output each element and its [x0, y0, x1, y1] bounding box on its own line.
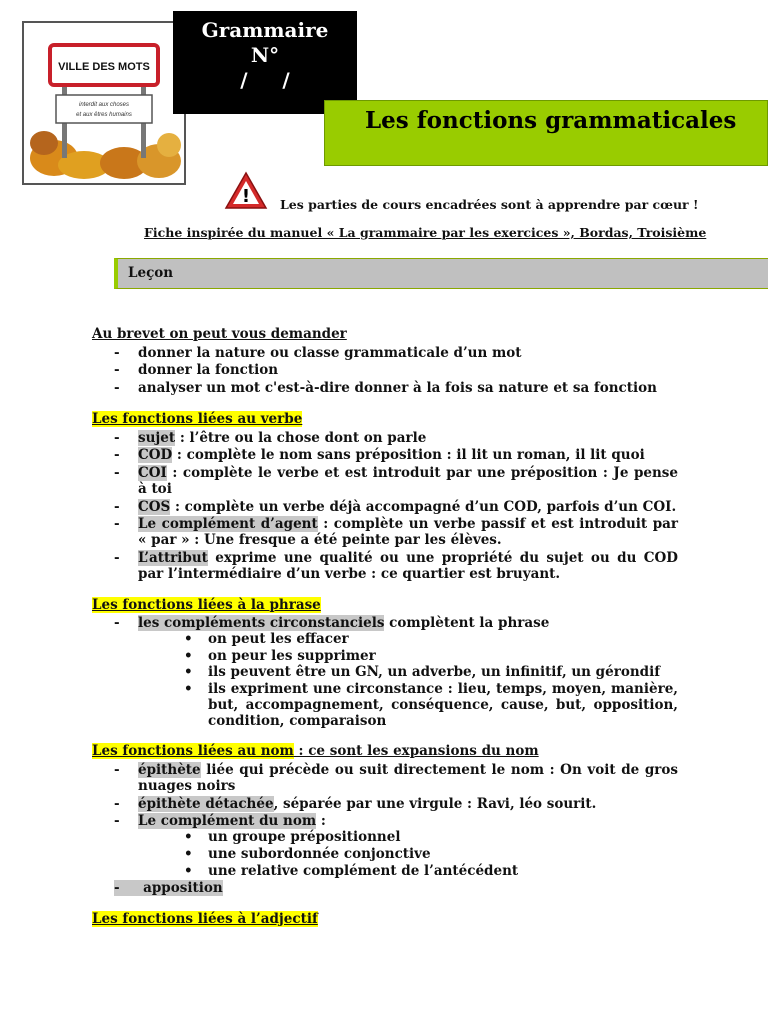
verbe-heading: Les fonctions liées au verbe [92, 411, 303, 427]
term: sujet [138, 430, 176, 446]
bullet-marker: • [184, 648, 193, 664]
bullet-marker: • [184, 829, 193, 845]
bullet-marker: • [184, 631, 193, 647]
term: L’attribut [138, 550, 208, 566]
phrase-bullet: ils expriment une circonstance : lieu, temps, moyen, manière, but, accompagnement, conséquence, cause, but, opposition, condition, comparaison [208, 681, 678, 729]
page-title: Les fonctions grammaticales [365, 107, 737, 134]
phrase-bullet: ils peuvent être un GN, un adverbe, un infinitif, un gérondif [208, 664, 661, 680]
grammar-number-box [173, 11, 357, 114]
verbe-item: COI : complète le verbe et est introduit par une préposition : Je pense à toi [138, 465, 678, 497]
phrase-bullet: on peut les effacer [208, 631, 349, 647]
source-reference: Fiche inspirée du manuel « La grammaire par les exercices », Bordas, Troisième [144, 225, 707, 240]
verbe-item: COS : complète un verbe déjà accompagné d’un COD, parfois d’un COI. [138, 499, 677, 515]
dash-marker: - [114, 762, 120, 778]
bullet-marker: • [184, 863, 193, 879]
verbe-item: sujet : l’être ou la chose dont on parle [138, 430, 427, 446]
dash-marker: - [114, 430, 120, 446]
term: épithète détachée [138, 796, 274, 812]
notice-text: Les parties de cours encadrées sont à apprendre par cœur ! [280, 197, 699, 212]
date-field: / / [240, 68, 290, 92]
term: COD [138, 447, 173, 463]
ville-des-mots-logo [22, 21, 186, 185]
dash-marker: - [114, 345, 120, 361]
number-label: N° [250, 43, 280, 67]
bullet-marker: • [184, 664, 193, 680]
dash-marker: - [114, 380, 120, 396]
warning-mark: ! [241, 186, 251, 207]
bullet-marker: • [184, 846, 193, 862]
title-banner [324, 100, 768, 166]
logo-sign-text: VILLE DES MOTS [58, 61, 150, 73]
nom-item: épithète liée qui précède ou suit directement le nom : On voit de gros nuages noirs [138, 762, 678, 794]
phrase-heading: Les fonctions liées à la phrase [92, 597, 321, 613]
adjectif-heading: Les fonctions liées à l’adjectif [92, 911, 318, 927]
brevet-item: donner la nature ou classe grammaticale d’un mot [138, 345, 522, 361]
dash-marker: - [114, 465, 120, 481]
brevet-item: donner la fonction [138, 362, 279, 378]
nom-heading: Les fonctions liées au nom : ce sont les expansions du nom [92, 743, 539, 759]
dash-marker: - [114, 880, 120, 896]
verbe-item: COD : complète le nom sans préposition : il lit un roman, il lit quoi [138, 447, 645, 463]
cdn-bullet: un groupe prépositionnel [208, 829, 401, 845]
phrase-item: les compléments circonstanciels complètent la phrase [138, 615, 550, 631]
logo-sub-line2: et aux êtres humains [76, 112, 132, 118]
dash-marker: - [114, 550, 120, 566]
term: les compléments circonstanciels [138, 615, 385, 631]
nom-item: Le complément du nom : [138, 813, 326, 829]
nom-item: épithète détachée, séparée par une virgule : Ravi, léo sourit. [138, 796, 597, 812]
lesson-bar [114, 258, 768, 289]
warning-icon [224, 171, 268, 211]
dash-marker: - [114, 447, 120, 463]
verbe-item: Le complément d’agent : complète un verbe passif et est introduit par « par » : Une fresque a été peinte par les élèves. [138, 516, 678, 548]
grammar-label: Grammaire [201, 18, 329, 42]
verbe-item: L’attribut exprime une qualité ou une propriété du sujet ou du COD par l’intermédiaire d’un verbe : ce quartier est bruyant. [138, 550, 678, 582]
term: COI [138, 465, 167, 481]
term: COS [138, 499, 171, 515]
brevet-item: analyser un mot c'est-à-dire donner à la fois sa nature et sa fonction [138, 380, 657, 396]
term: épithète [138, 762, 201, 778]
term: Le complément d’agent [138, 516, 318, 532]
phrase-bullet: on peur les supprimer [208, 648, 376, 664]
brevet-heading: Au brevet on peut vous demander [92, 326, 347, 342]
cdn-bullet: une subordonnée conjonctive [208, 846, 431, 862]
logo-sub-line1: interdit aux choses [78, 102, 130, 108]
bullet-marker: • [184, 681, 193, 697]
dash-marker: - [114, 362, 120, 378]
term: Le complément du nom [138, 813, 317, 829]
apposition-item: - apposition [114, 880, 223, 896]
dash-marker: - [114, 813, 120, 829]
dash-marker: - [114, 516, 120, 532]
cdn-bullet: une relative complément de l’antécédent [208, 863, 519, 879]
dash-marker: - [114, 796, 120, 812]
dash-marker: - [114, 615, 120, 631]
dash-marker: - [114, 499, 120, 515]
lesson-label: Leçon [128, 265, 174, 281]
